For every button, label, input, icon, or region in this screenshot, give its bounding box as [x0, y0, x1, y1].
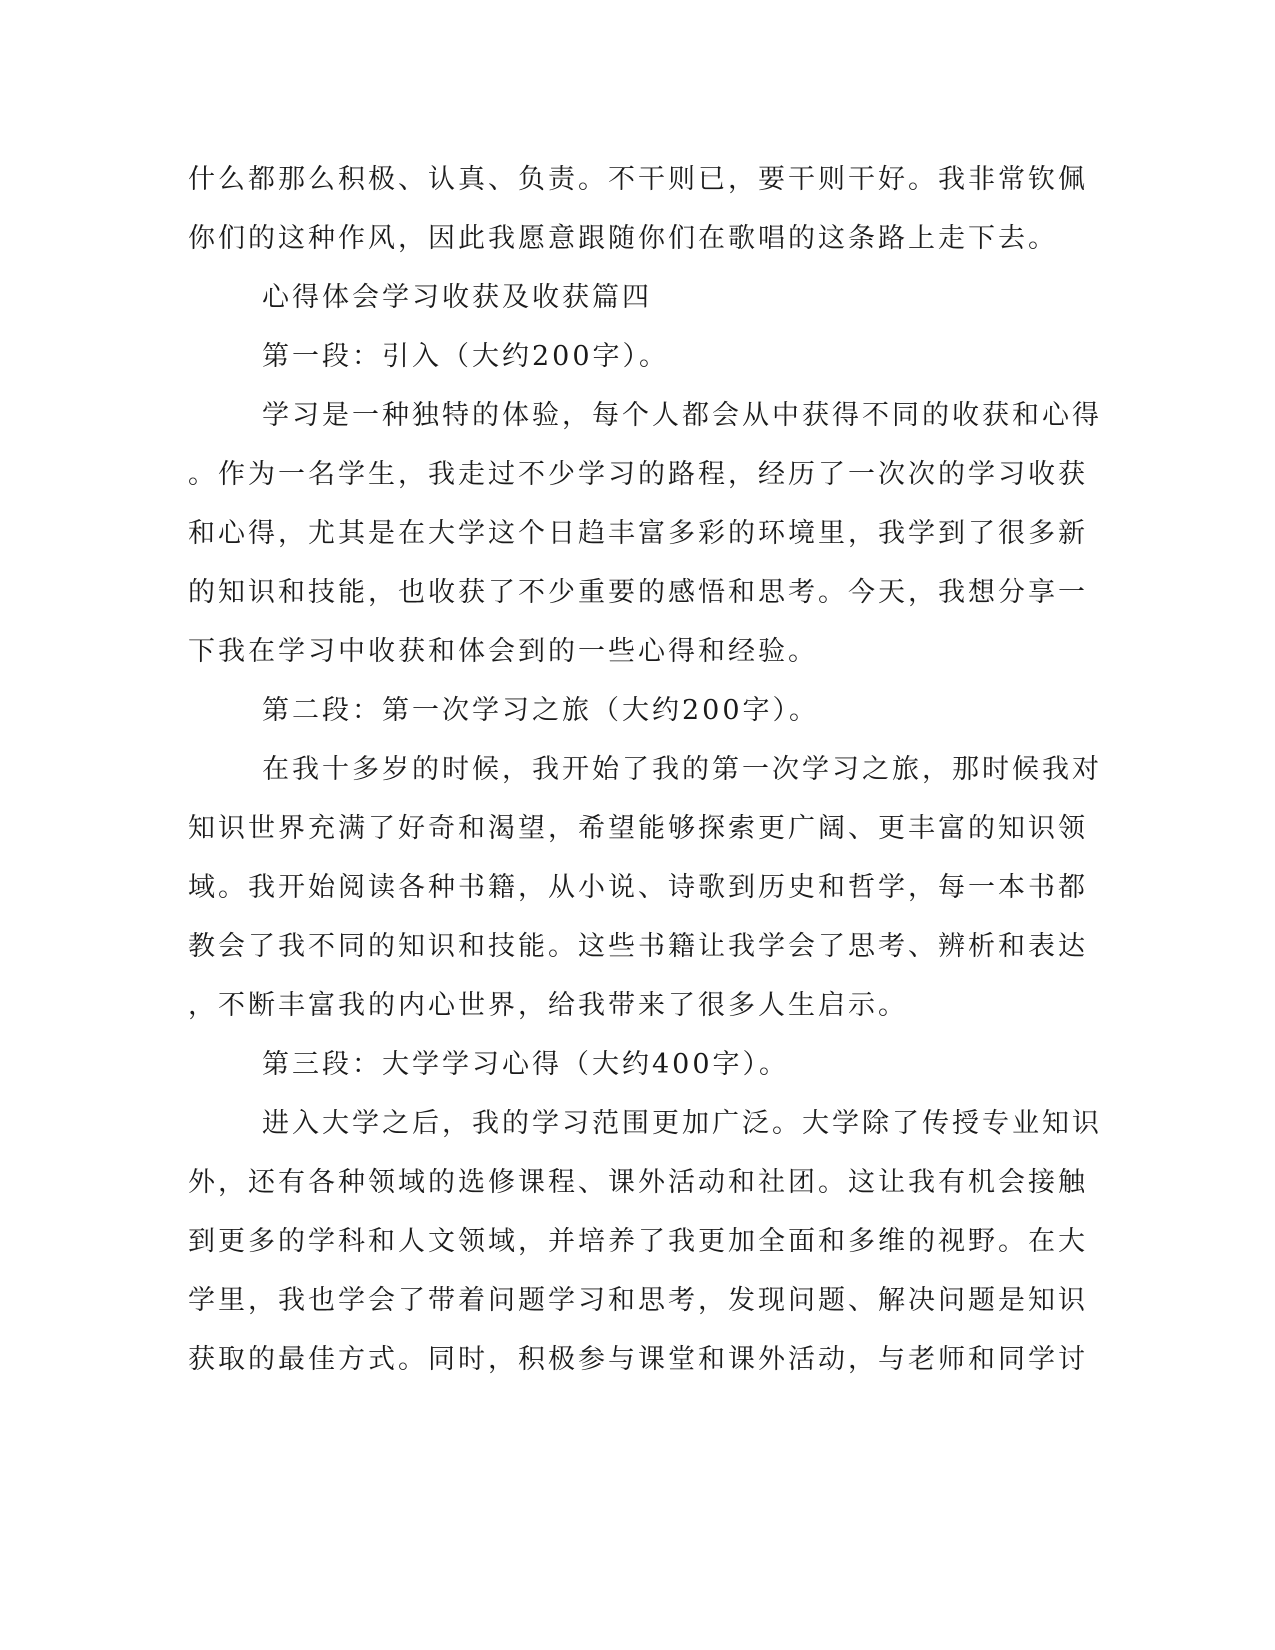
text-line: ，不断丰富我的内心世界，给我带来了很多人生启示。 [188, 990, 908, 1021]
text-line: 外，还有各种领域的选修课程、课外活动和社团。这让我有机会接触 [188, 1167, 1088, 1198]
text-line: 你们的这种作风，因此我愿意跟随你们在歌唱的这条路上走下去。 [188, 223, 1058, 254]
text-line: 域。我开始阅读各种书籍，从小说、诗歌到历史和哲学，每一本书都 [188, 872, 1088, 903]
paragraph-heading: 第二段：第一次学习之旅（大约200字）。 [262, 695, 820, 726]
section-title: 心得体会学习收获及收获篇四 [262, 282, 652, 313]
text-line: 下我在学习中收获和体会到的一些心得和经验。 [188, 636, 818, 667]
text-line: 学习是一种独特的体验，每个人都会从中获得不同的收获和心得 [262, 400, 1102, 431]
text-line: 进入大学之后，我的学习范围更加广泛。大学除了传授专业知识 [262, 1108, 1102, 1139]
text-line: 的知识和技能，也收获了不少重要的感悟和思考。今天，我想分享一 [188, 577, 1088, 608]
paragraph-heading: 第三段：大学学习心得（大约400字）。 [262, 1049, 790, 1080]
paragraph-heading: 第一段：引入（大约200字）。 [262, 341, 670, 372]
text-line: 获取的最佳方式。同时，积极参与课堂和课外活动，与老师和同学讨 [188, 1344, 1088, 1375]
text-line: 。作为一名学生，我走过不少学习的路程，经历了一次次的学习收获 [188, 459, 1088, 490]
text-line: 到更多的学科和人文领域，并培养了我更加全面和多维的视野。在大 [188, 1226, 1088, 1257]
text-line: 知识世界充满了好奇和渴望，希望能够探索更广阔、更丰富的知识领 [188, 813, 1088, 844]
text-line: 在我十多岁的时候，我开始了我的第一次学习之旅，那时候我对 [262, 754, 1102, 785]
text-line: 学里，我也学会了带着问题学习和思考，发现问题、解决问题是知识 [188, 1285, 1088, 1316]
text-line: 和心得，尤其是在大学这个日趋丰富多彩的环境里，我学到了很多新 [188, 518, 1088, 549]
text-line: 什么都那么积极、认真、负责。不干则已，要干则干好。我非常钦佩 [188, 164, 1088, 195]
text-line: 教会了我不同的知识和技能。这些书籍让我学会了思考、辨析和表达 [188, 931, 1088, 962]
